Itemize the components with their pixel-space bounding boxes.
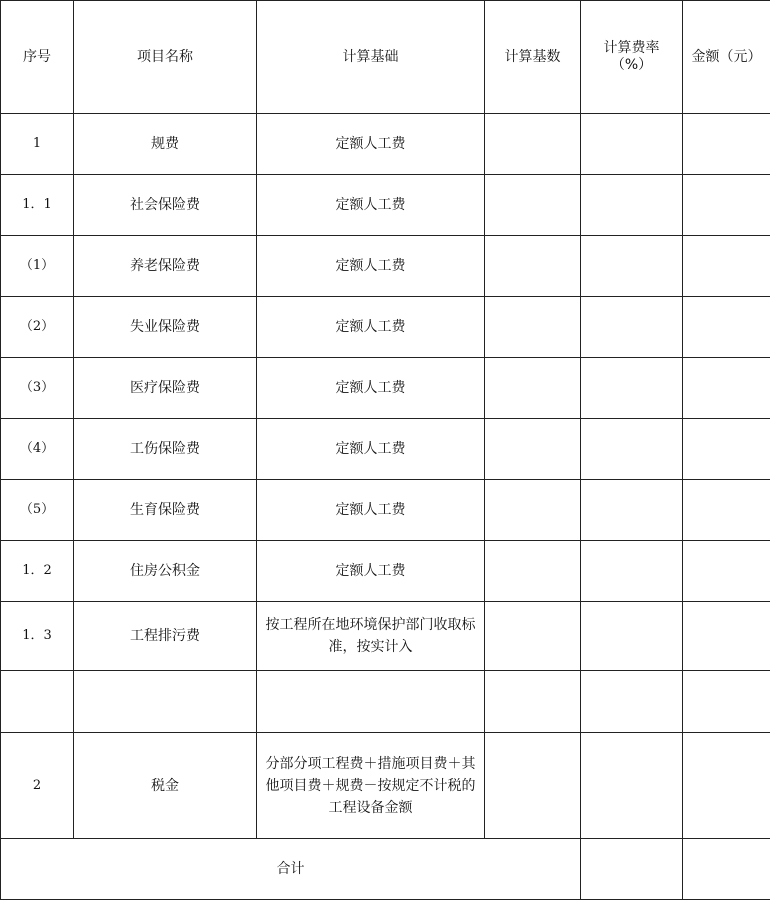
row-basis: 定额人工费 — [257, 236, 485, 297]
row-seq: 1．1 — [1, 175, 74, 236]
row-amount — [683, 602, 770, 671]
total-label: 合计 — [1, 839, 581, 900]
row-rate — [581, 236, 683, 297]
row-name: 社会保险费 — [74, 175, 257, 236]
row-basis: 定额人工费 — [257, 175, 485, 236]
total-rate — [581, 839, 683, 900]
row-base-amount — [485, 541, 581, 602]
row-seq: （3） — [1, 358, 74, 419]
row-base-amount — [485, 480, 581, 541]
row-seq: 1．3 — [1, 602, 74, 671]
row-seq: 1．2 — [1, 541, 74, 602]
row-amount — [683, 236, 770, 297]
header-row — [1, 1, 770, 114]
row-rate — [581, 480, 683, 541]
header-rate: 计算费率（%） — [581, 1, 683, 114]
row-rate — [581, 541, 683, 602]
row-basis: 定额人工费 — [257, 419, 485, 480]
row-name: 规费 — [74, 114, 257, 175]
total-amount — [683, 839, 770, 900]
row-rate — [581, 419, 683, 480]
row-basis: 定额人工费 — [257, 358, 485, 419]
row-base-amount — [485, 602, 581, 671]
row-amount — [683, 297, 770, 358]
total-row — [1, 839, 770, 900]
row-name: 医疗保险费 — [74, 358, 257, 419]
row-rate — [581, 358, 683, 419]
row-rate — [581, 297, 683, 358]
row-seq: 1 — [1, 114, 74, 175]
table-row — [1, 114, 770, 175]
row-rate — [581, 175, 683, 236]
row-seq — [1, 671, 74, 733]
row-base-amount — [485, 175, 581, 236]
table-row — [1, 175, 770, 236]
row-seq: （1） — [1, 236, 74, 297]
header-base-amount: 计算基数 — [485, 1, 581, 114]
table-row — [1, 480, 770, 541]
header-seq: 序号 — [1, 1, 74, 114]
row-name — [74, 671, 257, 733]
table-row — [1, 671, 770, 733]
row-base-amount — [485, 114, 581, 175]
header-name: 项目名称 — [74, 1, 257, 114]
row-basis — [257, 671, 485, 733]
row-name: 生育保险费 — [74, 480, 257, 541]
row-seq: （4） — [1, 419, 74, 480]
table-row — [1, 419, 770, 480]
row-seq: （2） — [1, 297, 74, 358]
row-rate — [581, 114, 683, 175]
row-amount — [683, 175, 770, 236]
row-seq: （5） — [1, 480, 74, 541]
row-rate — [581, 733, 683, 839]
table-row — [1, 358, 770, 419]
header-amount: 金额（元） — [683, 1, 770, 114]
table-row — [1, 602, 770, 671]
row-base-amount — [485, 236, 581, 297]
row-amount — [683, 480, 770, 541]
row-name: 工伤保险费 — [74, 419, 257, 480]
row-basis: 定额人工费 — [257, 297, 485, 358]
row-amount — [683, 733, 770, 839]
row-name: 工程排污费 — [74, 602, 257, 671]
table-row — [1, 733, 770, 839]
row-seq: 2 — [1, 733, 74, 839]
table-row — [1, 541, 770, 602]
row-rate — [581, 602, 683, 671]
row-basis: 按工程所在地环境保护部门收取标准，按实计入 — [257, 602, 485, 671]
row-base-amount — [485, 358, 581, 419]
row-rate — [581, 671, 683, 733]
row-amount — [683, 541, 770, 602]
table-row — [1, 297, 770, 358]
row-basis: 定额人工费 — [257, 480, 485, 541]
row-basis: 定额人工费 — [257, 541, 485, 602]
row-basis: 分部分项工程费＋措施项目费＋其他项目费＋规费－按规定不计税的工程设备金额 — [257, 733, 485, 839]
row-amount — [683, 671, 770, 733]
row-base-amount — [485, 733, 581, 839]
table-row — [1, 236, 770, 297]
row-name: 住房公积金 — [74, 541, 257, 602]
row-amount — [683, 358, 770, 419]
row-amount — [683, 114, 770, 175]
row-name: 税金 — [74, 733, 257, 839]
row-name: 失业保险费 — [74, 297, 257, 358]
row-amount — [683, 419, 770, 480]
header-basis: 计算基础 — [257, 1, 485, 114]
row-basis: 定额人工费 — [257, 114, 485, 175]
row-base-amount — [485, 671, 581, 733]
row-base-amount — [485, 297, 581, 358]
row-base-amount — [485, 419, 581, 480]
row-name: 养老保险费 — [74, 236, 257, 297]
